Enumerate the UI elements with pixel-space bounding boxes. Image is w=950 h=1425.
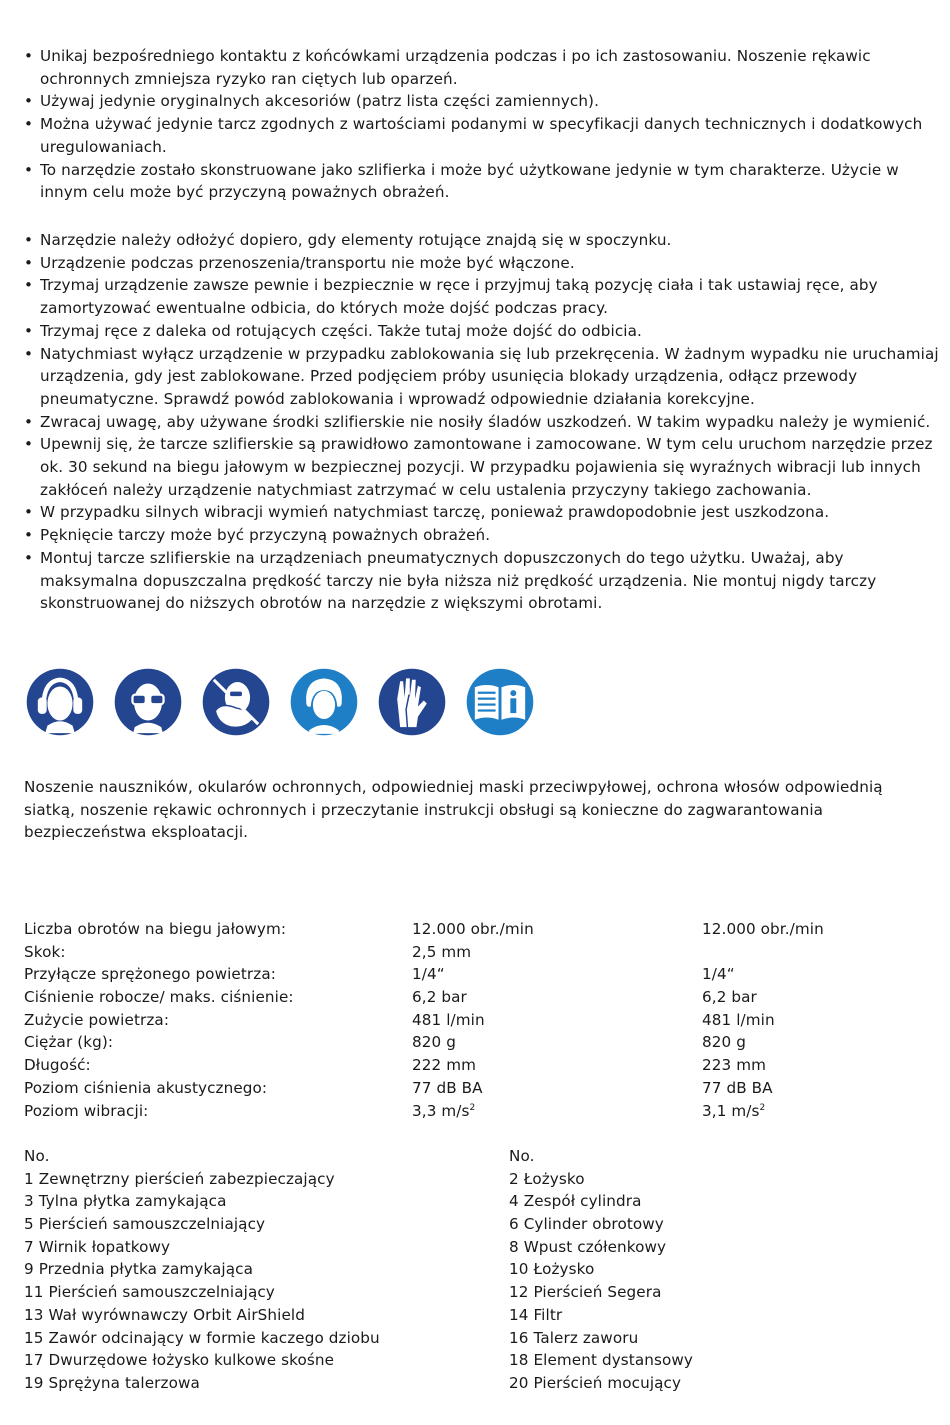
part-item: 16 Talerz zaworu xyxy=(509,1328,639,1347)
spec-label: Przyłącze sprężonego powietrza: xyxy=(24,965,276,984)
part-item: 12 Pierścień Segera xyxy=(509,1283,662,1302)
spec-value-text: 3,1 m/s xyxy=(702,1101,760,1120)
part-item: 5 Pierścień samouszczelniający xyxy=(24,1215,266,1234)
gloves-icon xyxy=(375,665,449,739)
part-item: 8 Wpust czółenkowy xyxy=(509,1237,667,1256)
spec-value-model-1: 77 dB BA xyxy=(412,1078,483,1097)
spec-value-model-1 xyxy=(412,1100,475,1123)
parts-column-right xyxy=(509,1145,693,1395)
spec-row xyxy=(24,1054,934,1077)
spec-label: Długość: xyxy=(24,1056,91,1075)
part-item: 14 Filtr xyxy=(509,1305,563,1324)
spec-value-model-2 xyxy=(702,1100,765,1123)
safety-note: • Trzymaj urządzenie zawsze pewnie i bezpiecznie w ręce i przyjmuj taką pozycję ciała i tak ustawiaj ręce, aby zamortyzować ewentualne odbicia, do których może dojść podczas pracy. xyxy=(24,274,939,319)
spec-row xyxy=(24,1031,934,1054)
spec-label: Skok: xyxy=(24,942,66,961)
hair-net-icon xyxy=(287,665,361,739)
part-item: 9 Przednia płytka zamykająca xyxy=(24,1260,254,1279)
spec-label: Poziom wibracji: xyxy=(24,1101,149,1120)
safety-note: • Używaj jedynie oryginalnych akcesoriów (patrz lista części zamiennych). xyxy=(24,90,939,113)
spec-value-model-1: 6,2 bar xyxy=(412,988,467,1007)
spec-label: Ciężar (kg): xyxy=(24,1033,114,1052)
spec-row xyxy=(24,963,934,986)
part-item: 15 Zawór odcinający w formie kaczego dziobu xyxy=(24,1328,380,1347)
spec-value-model-1: 481 l/min xyxy=(412,1010,485,1029)
part-item: 3 Tylna płytka zamykająca xyxy=(24,1192,227,1211)
part-item: 11 Pierścień samouszczelniający xyxy=(24,1283,275,1302)
spec-row xyxy=(24,1077,934,1100)
spec-value-model-2: 77 dB BA xyxy=(702,1078,773,1097)
spec-label: Liczba obrotów na biegu jałowym: xyxy=(24,920,287,938)
part-item: 17 Dwurzędowe łożysko kulkowe skośne xyxy=(24,1351,335,1370)
spec-label: Ciśnienie robocze/ maks. ciśnienie: xyxy=(24,988,294,1007)
safety-note: • To narzędzie zostało skonstruowane jako szlifierka i może być użytkowane jedynie w tym charakterze. Użycie w innym celu może być przyczyną poważnych obrażeń. xyxy=(24,159,939,204)
part-item: 2 Łożysko xyxy=(509,1169,585,1188)
safety-note: • Pęknięcie tarczy może być przyczyną poważnych obrażeń. xyxy=(24,524,939,547)
spec-row xyxy=(24,986,934,1009)
safety-note: • Unikaj bezpośredniego kontaktu z końcówkami urządzenia podczas i po ich zastosowaniu. Noszenie rękawic ochronnych zmniejsza ryzyko ran ciętych lub oparzeń. xyxy=(24,45,939,90)
safety-note: • W przypadku silnych wibracji wymień natychmiast tarczę, ponieważ prawdopodobnie jest uszkodzona. xyxy=(24,501,939,524)
spec-value-model-2: 6,2 bar xyxy=(702,988,757,1007)
spec-value-text: 3,3 m/s xyxy=(412,1101,470,1120)
parts-header: No. xyxy=(24,1147,50,1165)
spec-row xyxy=(24,1009,934,1032)
safety-notes-main xyxy=(24,229,939,615)
read-manual-icon xyxy=(463,665,537,739)
spec-row xyxy=(24,941,934,964)
part-item: 18 Element dystansowy xyxy=(509,1351,694,1370)
safety-note: • Można używać jedynie tarcz zgodnych z wartościami podanymi w specyfikacji danych technicznych i dodatkowych uregulowaniach. xyxy=(24,113,939,158)
part-item: 19 Sprężyna talerzowa xyxy=(24,1373,200,1392)
spec-row xyxy=(24,1100,934,1123)
spec-value-model-1: 2,5 mm xyxy=(412,942,472,961)
part-item: 20 Pierścień mocujący xyxy=(509,1373,682,1392)
safety-note: • Trzymaj ręce z daleka od rotujących części. Także tutaj może dojść do odbicia. xyxy=(24,320,939,343)
safety-notes-top xyxy=(24,45,939,204)
part-item: 4 Zespół cylindra xyxy=(509,1192,642,1211)
ear-protection-icon xyxy=(23,665,97,739)
spec-value-model-2: 820 g xyxy=(702,1033,746,1052)
spec-value-model-1: 12.000 obr./min xyxy=(412,920,534,938)
spec-row xyxy=(24,918,934,941)
spec-value-model-2: 1/4“ xyxy=(702,965,735,984)
safety-note: • Narzędzie należy odłożyć dopiero, gdy elementy rotujące znajdą się w spoczynku. xyxy=(24,229,939,252)
safety-goggles-icon xyxy=(111,665,185,739)
spec-value-model-1: 820 g xyxy=(412,1033,456,1052)
part-item: 1 Zewnętrzny pierścień zabezpieczający xyxy=(24,1169,335,1188)
part-item: 6 Cylinder obrotowy xyxy=(509,1215,664,1234)
parts-column-left xyxy=(24,1145,380,1395)
spec-value-model-1: 1/4“ xyxy=(412,965,445,984)
ppe-requirements-paragraph: Noszenie nauszników, okularów ochronnych, odpowiedniej maski przeciwpyłowej, ochrona włosów odpowiednią siatką, noszenie rękawic ochronnych i przeczytanie instrukcji obsługi są konieczne do zagwarantowania bezpieczeństwa eksploatacji. xyxy=(24,778,883,842)
part-item: 13 Wał wyrównawczy Orbit AirShield xyxy=(24,1305,305,1324)
spec-label: Poziom ciśnienia akustycznego: xyxy=(24,1078,268,1097)
spec-value-model-2: 481 l/min xyxy=(702,1010,775,1029)
spec-value-model-1: 222 mm xyxy=(412,1056,477,1075)
spec-value-model-2: 223 mm xyxy=(702,1056,767,1075)
unit-exponent: 2 xyxy=(469,1102,476,1113)
parts-header: No. xyxy=(509,1147,535,1165)
safety-note: • Zwracaj uwagę, aby używane środki szlifierskie nie nosiły śladów uszkodzeń. W takim wypadku należy je wymienić. xyxy=(24,411,939,434)
unit-exponent: 2 xyxy=(759,1102,766,1113)
technical-specs-table xyxy=(24,918,934,1122)
safety-note: • Montuj tarcze szlifierskie na urządzeniach pneumatycznych dopuszczonych do tego użytku. Uważaj, aby maksymalna dopuszczalna prędkość tarczy nie była niższa niż prędkość urządzenia. Nie montuj nigdy tarczy skonstruowanej do niższych obrotów na narzędzie z większymi obrotami. xyxy=(24,547,939,615)
spec-label: Zużycie powietrza: xyxy=(24,1010,170,1029)
safety-note: • Upewnij się, że tarcze szlifierskie są prawidłowo zamontowane i zamocowane. W tym celu uruchom narzędzie przez ok. 30 sekund na biegu jałowym w bezpiecznej pozycji. W przypadku pojawienia się wyraźnych wibracji lub innych zakłóceń należy urządzenie natychmiast zatrzymać w celu ustalenia przyczyny takiego zachowania. xyxy=(24,433,939,501)
dust-mask-icon xyxy=(199,665,273,739)
safety-note: • Natychmiast wyłącz urządzenie w przypadku zablokowania się lub przekręcenia. W żadnym wypadku nie uruchamiaj urządzenia, gdy jest zablokowane. Przed podjęciem próby usunięcia blokady urządzenia, odłącz przewody pneumatyczne. Sprawdź powód zablokowania i wprowadź odpowiednie działania korekcyjne. xyxy=(24,343,939,411)
part-item: 7 Wirnik łopatkowy xyxy=(24,1237,171,1256)
part-item: 10 Łożysko xyxy=(509,1260,595,1279)
safety-note: • Urządzenie podczas przenoszenia/transportu nie może być włączone. xyxy=(24,252,939,275)
spec-value-model-2: 12.000 obr./min xyxy=(702,920,824,938)
